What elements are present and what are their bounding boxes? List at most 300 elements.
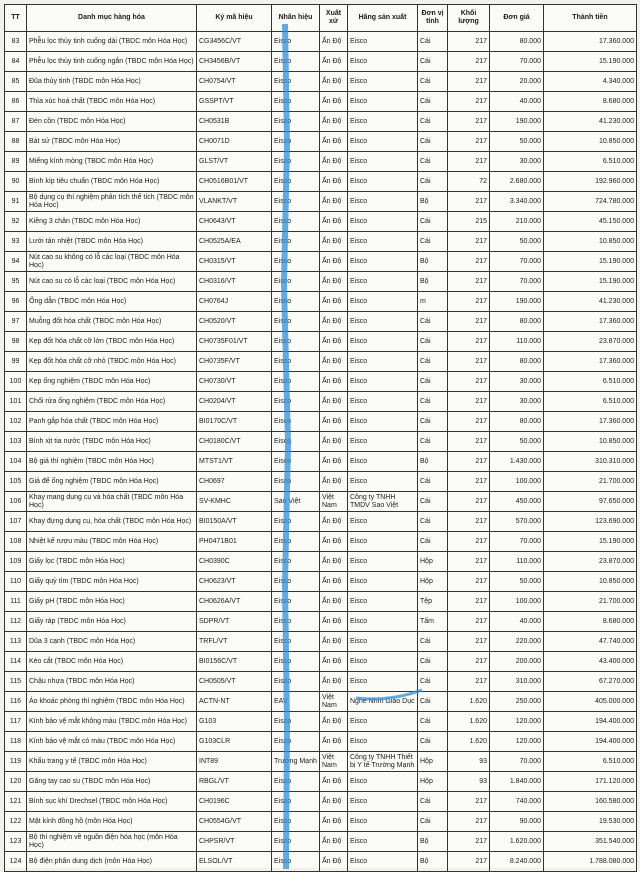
item-price: 210.000 — [490, 212, 544, 232]
item-origin: Việt Nam — [320, 492, 348, 512]
item-brand: Eisco — [272, 452, 320, 472]
item-price: 3.340.000 — [490, 192, 544, 212]
item-brand: Eisco — [272, 192, 320, 212]
item-brand: Eisco — [272, 212, 320, 232]
item-name: Bình sục khí Drechsel (TBDC môn Hóa Học) — [27, 792, 197, 812]
item-qty: 217 — [448, 412, 490, 432]
item-brand: Eisco — [272, 652, 320, 672]
item-name: Kẹp ống nghiệm (TBDC môn Hóa Học) — [27, 372, 197, 392]
row-number: 89 — [5, 152, 27, 172]
item-unit: Cái — [418, 632, 448, 652]
item-qty: 93 — [448, 772, 490, 792]
item-maker: Eisco — [348, 52, 418, 72]
table-row — [5, 552, 637, 572]
item-brand: Eisco — [272, 772, 320, 792]
item-name: Miếng kính mỏng (TBDC môn Hóa Học) — [27, 152, 197, 172]
item-unit: Cái — [418, 472, 448, 492]
item-unit: Tấm — [418, 612, 448, 632]
item-code: RBGL/VT — [197, 772, 272, 792]
item-origin: Việt Nam — [320, 692, 348, 712]
item-total: 15.190.000 — [544, 272, 637, 292]
item-price: 2.680.000 — [490, 172, 544, 192]
item-maker: Eisco — [348, 112, 418, 132]
item-code: CH0730/VT — [197, 372, 272, 392]
header-code: Ký mã hiệu — [197, 5, 272, 32]
item-name: Giá để ống nghiệm (TBDC môn Hóa Học) — [27, 472, 197, 492]
header-total: Thành tiền — [544, 5, 637, 32]
row-number: 124 — [5, 852, 27, 872]
item-price: 30.000 — [490, 372, 544, 392]
item-brand: Eisco — [272, 272, 320, 292]
item-maker: Eisco — [348, 92, 418, 112]
item-unit: Tệp — [418, 592, 448, 612]
item-name: Muỗng đốt hóa chất (TBDC môn Hóa Học) — [27, 312, 197, 332]
table-row — [5, 692, 637, 712]
item-total: 17.360.000 — [544, 352, 637, 372]
item-origin: Ấn Độ — [320, 232, 348, 252]
item-code: CH0520/VT — [197, 312, 272, 332]
row-number: 95 — [5, 272, 27, 292]
item-qty: 217 — [448, 432, 490, 452]
item-brand: Eisco — [272, 372, 320, 392]
item-qty: 1.620 — [448, 732, 490, 752]
item-brand: Eisco — [272, 632, 320, 652]
row-number: 85 — [5, 72, 27, 92]
item-unit: Cái — [418, 712, 448, 732]
item-qty: 217 — [448, 572, 490, 592]
table-row — [5, 472, 637, 492]
item-name: Khay mang dụng cụ và hóa chất (TBDC môn Hóa Học) — [27, 492, 197, 512]
header-row — [5, 5, 637, 32]
item-price: 100.000 — [490, 472, 544, 492]
item-total: 23.870.000 — [544, 552, 637, 572]
row-number: 99 — [5, 352, 27, 372]
item-brand: Eisco — [272, 72, 320, 92]
item-total: 43.400.000 — [544, 652, 637, 672]
table-row — [5, 592, 637, 612]
item-total: 23.870.000 — [544, 332, 637, 352]
item-code: GLST/VT — [197, 152, 272, 172]
item-qty: 217 — [448, 92, 490, 112]
item-total: 310.310.000 — [544, 452, 637, 472]
equipment-table — [4, 4, 637, 872]
header-qty: Khối lượng — [448, 5, 490, 32]
item-qty: 217 — [448, 632, 490, 652]
item-price: 90.000 — [490, 812, 544, 832]
item-maker: Eisco — [348, 772, 418, 792]
item-code: CH0754/VT — [197, 72, 272, 92]
item-origin: Ấn Độ — [320, 372, 348, 392]
item-name: Giấy ráp (TBDC môn Hóa Học) — [27, 612, 197, 632]
item-total: 160.580.000 — [544, 792, 637, 812]
row-number: 113 — [5, 632, 27, 652]
item-brand: Eisco — [272, 52, 320, 72]
item-brand: Eisco — [272, 312, 320, 332]
table-row — [5, 412, 637, 432]
item-brand: Eisco — [272, 592, 320, 612]
table-row — [5, 332, 637, 352]
item-unit: Cái — [418, 92, 448, 112]
row-number: 103 — [5, 432, 27, 452]
item-code: CH0204/VT — [197, 392, 272, 412]
item-price: 50.000 — [490, 572, 544, 592]
item-brand: Eisco — [272, 32, 320, 52]
item-price: 450.000 — [490, 492, 544, 512]
item-qty: 217 — [448, 332, 490, 352]
item-price: 80.000 — [490, 312, 544, 332]
table-body — [5, 32, 637, 872]
item-total: 123.690.000 — [544, 512, 637, 532]
item-name: Chổi rửa ống nghiệm (TBDC môn Hóa Học) — [27, 392, 197, 412]
item-unit: Bộ — [418, 832, 448, 852]
item-brand: Eisco — [272, 392, 320, 412]
item-price: 20.000 — [490, 72, 544, 92]
item-name: Nhiệt kế rượu màu (TBDC môn Hóa Học) — [27, 532, 197, 552]
item-total: 45.150.000 — [544, 212, 637, 232]
item-name: Bát sứ (TBDC môn Hóa Học) — [27, 132, 197, 152]
row-number: 86 — [5, 92, 27, 112]
item-maker: Eisco — [348, 232, 418, 252]
item-code: CH0525A/EA — [197, 232, 272, 252]
item-brand: Eisco — [272, 172, 320, 192]
item-brand: Eisco — [272, 352, 320, 372]
item-name: Đèn cồn (TBDC môn Hóa Học) — [27, 112, 197, 132]
item-total: 19.530.000 — [544, 812, 637, 832]
item-price: 8.240.000 — [490, 852, 544, 872]
item-total: 17.360.000 — [544, 32, 637, 52]
item-unit: Hộp — [418, 772, 448, 792]
item-qty: 217 — [448, 192, 490, 212]
header-unit: Đơn vị tính — [418, 5, 448, 32]
table-row — [5, 672, 637, 692]
item-origin: Ấn Độ — [320, 52, 348, 72]
table-row — [5, 532, 637, 552]
item-brand: Trường Mạnh — [272, 752, 320, 772]
row-number: 88 — [5, 132, 27, 152]
item-price: 310.000 — [490, 672, 544, 692]
item-total: 15.190.000 — [544, 252, 637, 272]
item-origin: Ấn Độ — [320, 612, 348, 632]
row-number: 106 — [5, 492, 27, 512]
item-name: Panh gắp hóa chất (TBDC môn Hóa Học) — [27, 412, 197, 432]
row-number: 87 — [5, 112, 27, 132]
item-brand: Eisco — [272, 132, 320, 152]
item-unit: Cái — [418, 132, 448, 152]
item-unit: Hộp — [418, 552, 448, 572]
item-qty: 217 — [448, 612, 490, 632]
item-price: 80.000 — [490, 412, 544, 432]
item-price: 50.000 — [490, 132, 544, 152]
item-unit: Cái — [418, 152, 448, 172]
item-qty: 1.620 — [448, 692, 490, 712]
row-number: 101 — [5, 392, 27, 412]
item-code: CH0735F01/VT — [197, 332, 272, 352]
item-price: 50.000 — [490, 232, 544, 252]
item-total: 41.230.000 — [544, 112, 637, 132]
item-maker: Công ty TNHH TMDV Sao Việt — [348, 492, 418, 512]
row-number: 105 — [5, 472, 27, 492]
row-number: 121 — [5, 792, 27, 812]
item-name: Phễu lọc thủy tinh cuống dài (TBDC môn Hóa Học) — [27, 32, 197, 52]
item-unit: Cái — [418, 72, 448, 92]
table-row — [5, 192, 637, 212]
item-brand: Eisco — [272, 412, 320, 432]
row-number: 90 — [5, 172, 27, 192]
item-code: CH0071D — [197, 132, 272, 152]
row-number: 102 — [5, 412, 27, 432]
item-code: INT89 — [197, 752, 272, 772]
item-qty: 217 — [448, 312, 490, 332]
item-code: BI0170C/VT — [197, 412, 272, 432]
item-origin: Ấn Độ — [320, 332, 348, 352]
item-brand: Sao Việt — [272, 492, 320, 512]
item-code: MTST1/VT — [197, 452, 272, 472]
row-number: 120 — [5, 772, 27, 792]
item-unit: Hộp — [418, 572, 448, 592]
table-row — [5, 732, 637, 752]
item-qty: 217 — [448, 652, 490, 672]
item-maker: Eisco — [348, 332, 418, 352]
item-origin: Ấn Độ — [320, 672, 348, 692]
row-number: 91 — [5, 192, 27, 212]
row-number: 92 — [5, 212, 27, 232]
table-row — [5, 652, 637, 672]
item-name: Kính bảo vệ mắt có màu (TBDC môn Hóa Học) — [27, 732, 197, 752]
item-maker: Eisco — [348, 312, 418, 332]
table-row — [5, 492, 637, 512]
item-maker: Eisco — [348, 712, 418, 732]
item-total: 10.850.000 — [544, 232, 637, 252]
item-price: 1.620.000 — [490, 832, 544, 852]
item-origin: Ấn Độ — [320, 652, 348, 672]
row-number: 93 — [5, 232, 27, 252]
row-number: 107 — [5, 512, 27, 532]
item-maker: Eisco — [348, 172, 418, 192]
item-code: CH0516B01/VT — [197, 172, 272, 192]
item-origin: Ấn Độ — [320, 72, 348, 92]
table-row — [5, 252, 637, 272]
item-origin: Ấn Độ — [320, 272, 348, 292]
item-unit: Bộ — [418, 452, 448, 472]
item-total: 10.850.000 — [544, 432, 637, 452]
item-price: 190.000 — [490, 292, 544, 312]
item-qty: 217 — [448, 592, 490, 612]
item-name: Giấy pH (TBDC môn Hóa Học) — [27, 592, 197, 612]
item-price: 1.430.000 — [490, 452, 544, 472]
item-qty: 217 — [448, 832, 490, 852]
header-brand: Nhãn hiệu — [272, 5, 320, 32]
item-qty: 217 — [448, 452, 490, 472]
item-name: Khay đựng dụng cụ, hóa chất (TBDC môn Hóa Học) — [27, 512, 197, 532]
item-price: 70.000 — [490, 52, 544, 72]
item-origin: Ấn Độ — [320, 472, 348, 492]
item-price: 120.000 — [490, 732, 544, 752]
item-unit: Bộ — [418, 252, 448, 272]
item-name: Kính bảo vệ mắt không màu (TBDC môn Hóa Học) — [27, 712, 197, 732]
item-price: 250.000 — [490, 692, 544, 712]
item-qty: 217 — [448, 232, 490, 252]
row-number: 111 — [5, 592, 27, 612]
item-total: 67.270.000 — [544, 672, 637, 692]
item-total: 10.850.000 — [544, 132, 637, 152]
item-code: CH0196C — [197, 792, 272, 812]
row-number: 104 — [5, 452, 27, 472]
table-row — [5, 52, 637, 72]
item-name: Găng tay cao su (TBDC môn Hóa Học) — [27, 772, 197, 792]
item-unit: Cái — [418, 32, 448, 52]
item-total: 192.960.000 — [544, 172, 637, 192]
item-maker: Eisco — [348, 212, 418, 232]
item-origin: Ấn Độ — [320, 292, 348, 312]
item-unit: Cái — [418, 812, 448, 832]
item-code: BI0156C/VT — [197, 652, 272, 672]
row-number: 100 — [5, 372, 27, 392]
item-price: 190.000 — [490, 112, 544, 132]
item-origin: Ấn Độ — [320, 172, 348, 192]
item-name: Bộ điện phân dung dịch (môn Hóa Học) — [27, 852, 197, 872]
item-price: 30.000 — [490, 392, 544, 412]
item-price: 70.000 — [490, 532, 544, 552]
item-price: 70.000 — [490, 272, 544, 292]
table-row — [5, 432, 637, 452]
item-name: Bình xịt tia nước (TBDC môn Hóa Học) — [27, 432, 197, 452]
row-number: 96 — [5, 292, 27, 312]
item-origin: Ấn Độ — [320, 412, 348, 432]
item-maker: Eisco — [348, 152, 418, 172]
item-brand: Eisco — [272, 572, 320, 592]
item-maker: Nghe Nhìn Giáo Dục — [348, 692, 418, 712]
item-price: 220.000 — [490, 632, 544, 652]
item-total: 194.400.000 — [544, 732, 637, 752]
item-origin: Ấn Độ — [320, 392, 348, 412]
item-price: 40.000 — [490, 92, 544, 112]
item-unit: Cái — [418, 332, 448, 352]
item-unit: Cái — [418, 792, 448, 812]
item-code: CH0764J — [197, 292, 272, 312]
item-maker: Eisco — [348, 392, 418, 412]
item-code: ELSOL/VT — [197, 852, 272, 872]
item-name: Nút cao su không có lỗ các loại (TBDC môn Hóa Học) — [27, 252, 197, 272]
item-unit: Cái — [418, 52, 448, 72]
item-unit: Cái — [418, 652, 448, 672]
item-price: 740.000 — [490, 792, 544, 812]
item-name: Dũa 3 cạnh (TBDC môn Hóa Học) — [27, 632, 197, 652]
header-name: Danh mục hàng hóa — [27, 5, 197, 32]
item-maker: Eisco — [348, 532, 418, 552]
item-name: Giấy quỳ tím (TBDC môn Hóa Học) — [27, 572, 197, 592]
item-origin: Ấn Độ — [320, 92, 348, 112]
item-brand: Eisco — [272, 712, 320, 732]
item-code: CH0626A/VT — [197, 592, 272, 612]
item-unit: m — [418, 292, 448, 312]
item-brand: Eisco — [272, 232, 320, 252]
item-unit: Hộp — [418, 752, 448, 772]
item-maker: Eisco — [348, 852, 418, 872]
item-code: VLANKT/VT — [197, 192, 272, 212]
item-origin: Ấn Độ — [320, 832, 348, 852]
item-qty: 72 — [448, 172, 490, 192]
item-price: 70.000 — [490, 752, 544, 772]
item-brand: Eisco — [272, 812, 320, 832]
item-unit: Cái — [418, 532, 448, 552]
item-code: PH0471B01 — [197, 532, 272, 552]
table-row — [5, 512, 637, 532]
row-number: 94 — [5, 252, 27, 272]
item-unit: Cái — [418, 212, 448, 232]
item-maker: Eisco — [348, 432, 418, 452]
item-price: 120.000 — [490, 712, 544, 732]
item-code: CH0623/VT — [197, 572, 272, 592]
row-number: 109 — [5, 552, 27, 572]
item-maker: Eisco — [348, 352, 418, 372]
item-unit: Cái — [418, 492, 448, 512]
item-origin: Ấn Độ — [320, 772, 348, 792]
item-qty: 217 — [448, 292, 490, 312]
item-origin: Ấn Độ — [320, 512, 348, 532]
item-price: 50.000 — [490, 432, 544, 452]
item-unit: Cái — [418, 732, 448, 752]
row-number: 123 — [5, 832, 27, 852]
item-qty: 217 — [448, 512, 490, 532]
item-unit: Cái — [418, 692, 448, 712]
item-maker: Eisco — [348, 452, 418, 472]
item-unit: Cái — [418, 372, 448, 392]
item-brand: Eisco — [272, 472, 320, 492]
item-code: BI0150A/VT — [197, 512, 272, 532]
item-qty: 215 — [448, 212, 490, 232]
item-maker: Eisco — [348, 412, 418, 432]
item-code: G103 — [197, 712, 272, 732]
item-origin: Ấn Độ — [320, 572, 348, 592]
item-code: CG3456C/VT — [197, 32, 272, 52]
item-qty: 1.620 — [448, 712, 490, 732]
item-unit: Cái — [418, 172, 448, 192]
item-total: 4.340.000 — [544, 72, 637, 92]
item-code: CH0315/VT — [197, 252, 272, 272]
item-origin: Ấn Độ — [320, 792, 348, 812]
row-number: 122 — [5, 812, 27, 832]
item-origin: Ấn Độ — [320, 852, 348, 872]
item-price: 40.000 — [490, 612, 544, 632]
row-number: 112 — [5, 612, 27, 632]
item-price: 80.000 — [490, 352, 544, 372]
item-code: GSSPT/VT — [197, 92, 272, 112]
row-number: 118 — [5, 732, 27, 752]
item-brand: Eisco — [272, 732, 320, 752]
item-origin: Ấn Độ — [320, 592, 348, 612]
item-total: 6.510.000 — [544, 152, 637, 172]
item-brand: Eisco — [272, 92, 320, 112]
item-code: CH0390C — [197, 552, 272, 572]
item-code: CH0643/VT — [197, 212, 272, 232]
item-origin: Ấn Độ — [320, 712, 348, 732]
item-price: 110.000 — [490, 552, 544, 572]
item-origin: Ấn Độ — [320, 632, 348, 652]
item-unit: Cái — [418, 672, 448, 692]
row-number: 84 — [5, 52, 27, 72]
row-number: 114 — [5, 652, 27, 672]
item-brand: Eisco — [272, 672, 320, 692]
item-qty: 217 — [448, 352, 490, 372]
item-code: ACTN-NT — [197, 692, 272, 712]
item-unit: Bộ — [418, 852, 448, 872]
item-qty: 217 — [448, 272, 490, 292]
table-row — [5, 232, 637, 252]
item-total: 6.510.000 — [544, 372, 637, 392]
item-name: Áo khoác phòng thí nghiệm (TBDC môn Hóa Học) — [27, 692, 197, 712]
item-origin: Ấn Độ — [320, 192, 348, 212]
item-origin: Ấn Độ — [320, 552, 348, 572]
